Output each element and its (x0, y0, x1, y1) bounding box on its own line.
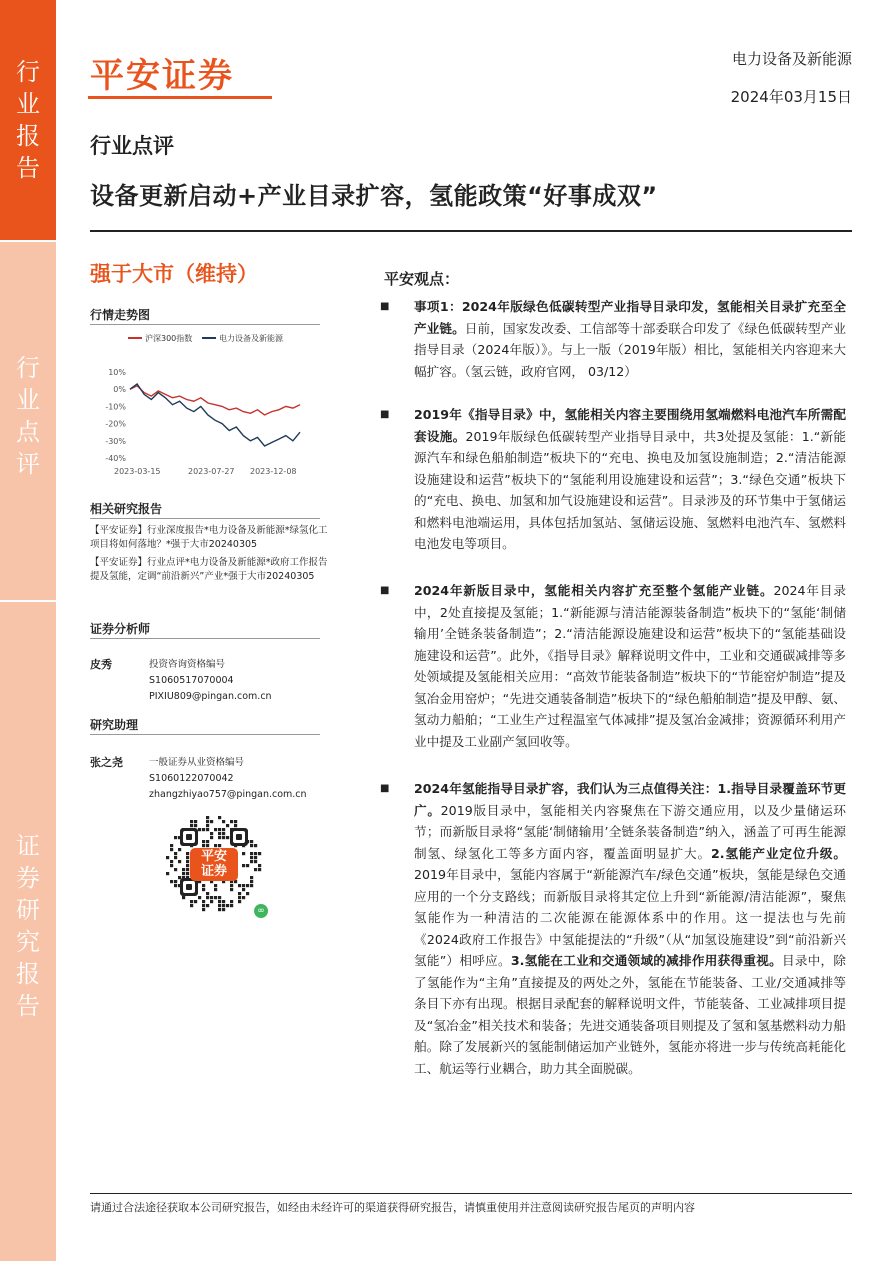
legend-label-1: 沪深300指数 (145, 334, 193, 343)
para-4-text-2: 2019年目录中，氢能内容属于“新能源汽车/绿色交通”板块，氢能是绿色交通应用的一个分支路线；而新版目录将其定位上升到“新能源/清洁能源”，聚焦氢能作为一种清洁的二次能源在能源体系中的作用。这一提法也与先前《2024政府工作报告》中氢能提法的“升级”（从“加氢设施建设”到“前沿新兴氢能”）相呼应。 (414, 867, 846, 968)
bullet-icon: ■ (380, 783, 390, 794)
report-title: 设备更新启动+产业目录扩容，氢能政策“好事成双” (90, 182, 658, 210)
para-4-bold-2: 2.氢能产业定位升级。 (710, 845, 846, 861)
para-2-text: 2019年版绿色低碳转型产业指导目录中，共3处提及氢能：1.“新能源汽车和绿色船舶制造”板块下的“充电、换电及加氢设施制造；2.“清洁能源设施建设和运营”板块下的“氢能利用设施建设和运营”；3.“绿色交通”板块下的“充电、换电、加氢和加气设施建设和运营”。目录涉及的环节集中于氢储运和燃料电池端运用，具体包括加氢站、氢储运设施、氢燃料电池汽车、氢燃料电池发电等项目。 (414, 428, 847, 551)
para-4-bold-3: 3.氢能在工业和交通领域的减排作用获得重视。 (510, 953, 782, 968)
sidebar-text-3: 证券研究报告 (16, 832, 40, 1020)
related-report-2[interactable]: 【平安证券】行业点评*电力设备及新能源*政府工作报告提及氢能，定调“前沿新兴”产业*强于大市20240305 (90, 557, 328, 582)
trend-divider (90, 324, 320, 325)
report-category: 行业点评 (90, 134, 174, 158)
assistant-title: 研究助理 (90, 718, 139, 732)
mini-program-icon: ∞ (254, 904, 268, 918)
qr-code[interactable] (162, 812, 266, 916)
related-title: 相关研究报告 (90, 502, 163, 516)
footer-divider (90, 1193, 852, 1194)
viewpoint-para-4 (380, 778, 847, 1079)
analyst-cert-number: S1060517070004 (149, 675, 234, 686)
assistant-divider (90, 734, 320, 735)
para-3-bold: 2024年新版目录中，氢能相关内容扩充至整个氢能产业链。 (414, 583, 774, 598)
logo-underline (88, 96, 272, 99)
rating: 强于大市（维持） (90, 262, 258, 286)
bullet-icon: ■ (380, 301, 390, 312)
title-divider (90, 230, 852, 232)
y-tick-label: -10% (105, 402, 126, 412)
viewpoint-heading: 平安观点： (384, 270, 460, 288)
assistant-email[interactable]: zhangzhiyao757@pingan.com.cn (149, 789, 307, 800)
para-4-text: 2019版目录中，氢能相关内容聚焦在下游交通应用，以及少量储运环节；而新版目录将“氢能‘制储输用’全链条装备制造”纳入，涵盖了可再生能源制氢、绿氢化工等多方面内容，覆盖面明显扩大。 (414, 802, 846, 861)
footer-disclaimer: 请通过合法途径获取本公司研究报告，如经由未经许可的渠道获得研究报告，请慎重使用并注意阅读研究报告尾页的声明内容 (90, 1201, 695, 1214)
trend-chart (90, 328, 320, 478)
x-tick-label: 2023-12-08 (250, 467, 297, 476)
y-tick-label: -40% (105, 454, 126, 463)
assistant-cert-label: 一般证券从业资格编号 (149, 757, 245, 768)
y-tick-label: 10% (108, 368, 126, 377)
sidebar-label-research (0, 830, 56, 1022)
sidebar-label-review (0, 352, 56, 480)
analyst-email[interactable]: PIXIU809@pingan.com.cn (149, 691, 272, 702)
assistant-name: 张之尧 (90, 756, 123, 769)
x-tick-label: 2023-07-27 (188, 467, 235, 476)
related-divider (90, 518, 320, 519)
analyst-name: 皮秀 (90, 658, 112, 671)
qr-logo-text: 平安证券 (200, 849, 227, 879)
analyst-title: 证券分析师 (90, 622, 151, 636)
sector-label: 电力设备及新能源 (731, 50, 852, 68)
para-1-bold: 事项1：2024年版绿色低碳转型产业指导目录印发，氢能相关目录扩充至全产业链。 (414, 299, 846, 336)
para-2-bold: 2019年《指导目录》中，氢能相关内容主要围绕用氢端燃料电池汽车所需配套设施。 (414, 407, 846, 444)
legend-label-2: 电力设备及新能源 (219, 334, 283, 343)
viewpoint-para-2 (380, 404, 847, 555)
para-3-text: 2024年目录中，2处直接提及氢能；1.“新能源与清洁能源装备制造”板块下的“氢能‘制储输用’全链条装备制造”；2.“清洁能源设施建设和运营”板块下的“氢能基础设施建设和运营”。此外，《指导目录》解释说明文件中，工业和交通碳减排等多处领域提及氢能相关应用：“高效节能装备制造”板块下的“节能窑炉制造”提及氢冶金用窑炉；“先进交通装备制造”板块下的“绿色船舶制造”提及甲醇、氨、氢动力船舶；“工业生产过程温室气体减排”提及氢冶金减排；资源循环利用产业中提及工业副产氢回收等。 (414, 583, 846, 749)
y-tick-label: -30% (105, 436, 126, 446)
qr-logo-badge (190, 848, 238, 881)
company-logo: 平安证券 (90, 56, 234, 96)
related-report-1[interactable]: 【平安证券】行业深度报告*电力设备及新能源*绿氢化工项目将如何落地？*强于大市20240305 (90, 525, 328, 550)
para-4-bold: 2024年氢能指导目录扩容，我们认为三点值得关注：1.指导目录覆盖环节更广。 (414, 781, 846, 818)
para-1-text: 日前，国家发改委、工信部等十部委联合印发了《绿色低碳转型产业指导目录（2024年版）》。与上一版（2019年版）相比，氢能相关内容迎来大幅扩容。（氢云链，政府官网， 03/12） (414, 320, 847, 379)
assistant-cert-number: S1060122070042 (149, 773, 234, 784)
y-tick-label: -20% (105, 419, 126, 429)
sidebar-text-2: 行业点评 (16, 354, 40, 478)
para-4-text-3: 目录中，除了氢能作为“主角”直接提及的两处之外，氢能在节能装备、工业/交通减排等条目下亦有出现。根据目录配套的解释说明文件，节能装备、工业减排项目提及“氢冶金”相关技术和装备；先进交通装备项目则提及了氢和氢基燃料动力船舶。除了发展新兴的氢能制储运加产业链外，氢能亦将进一步与传统高耗能化工、航运等行业耦合，助力其全面脱碳。 (414, 953, 847, 1076)
analyst-cert-label: 投资咨询资格编号 (149, 659, 226, 670)
sidebar-text-1: 行业报告 (16, 58, 40, 182)
y-tick-label: 0% (113, 385, 126, 395)
viewpoint-para-3 (380, 580, 846, 752)
x-tick-label: 2023-03-15 (114, 467, 161, 476)
bullet-icon: ■ (380, 409, 390, 420)
series-line-hs300 (130, 386, 300, 415)
report-date: 2024年03月15日 (730, 88, 852, 106)
sidebar-label-report (0, 56, 56, 184)
analyst-divider (90, 638, 320, 639)
trend-title: 行情走势图 (90, 308, 151, 322)
bullet-icon: ■ (380, 585, 390, 596)
viewpoint-para-1 (380, 296, 847, 382)
